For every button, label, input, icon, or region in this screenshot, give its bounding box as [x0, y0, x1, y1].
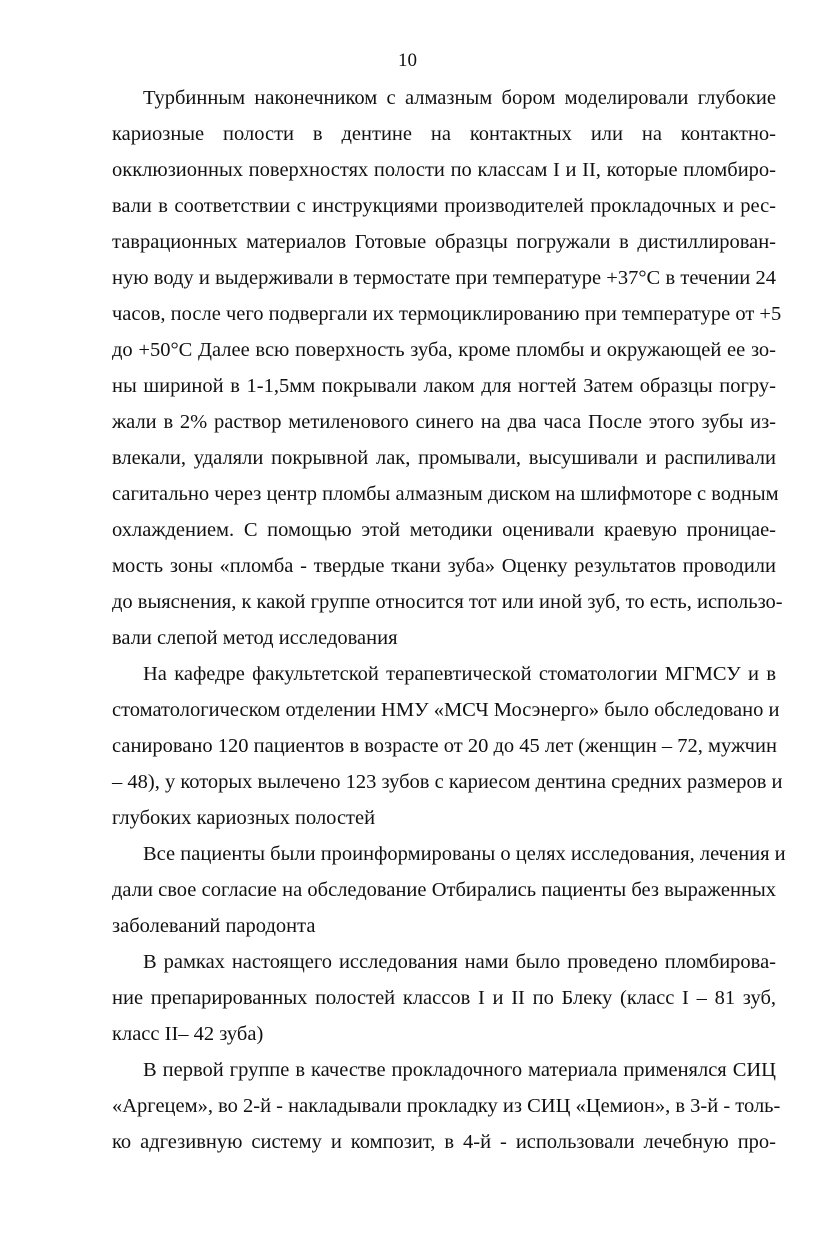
text-line: В первой группе в качестве прокладочного материала применялся СИЦ	[143, 1059, 776, 1081]
text-line: мость зоны «пломба - твердые ткани зуба» Оценку результатов проводили	[112, 555, 776, 577]
text-line: глубоких кариозных полостей	[112, 807, 376, 829]
text-line: влекали, удаляли покрывной лак, промывали, высушивали и распиливали	[112, 447, 776, 469]
text-line: заболеваний пародонта	[112, 915, 316, 937]
text-line: – 48), у которых вылечено 123 зубов с кариесом дентина средних размеров и	[112, 771, 783, 793]
text-line: стоматологическом отделении НМУ «МСЧ Мосэнерго» было обследовано и	[112, 699, 780, 721]
text-line: дали свое согласие на обследование Отбирались пациенты без выраженных	[112, 879, 776, 901]
text-line: вали слепой метод исследования	[112, 627, 398, 649]
text-line: сагитально через центр пломбы алмазным диском на шлифмоторе с водным	[112, 483, 779, 505]
text-line: до выяснения, к какой группе относится тот или иной зуб, то есть, использо-	[112, 591, 783, 613]
text-line: часов, после чего подвергали их термоциклированию при температуре от +5	[112, 303, 782, 325]
text-line: жали в 2% раствор метиленового синего на два часа После этого зубы из-	[112, 411, 776, 433]
text-line: ны шириной в 1-1,5мм покрывали лаком для ногтей Затем образцы погру-	[112, 375, 776, 397]
text-line: вали в соответствии с инструкциями производителей прокладочных и рес-	[112, 195, 776, 217]
text-line: санировано 120 пациентов в возрасте от 20 до 45 лет (женщин – 72, мужчин	[112, 735, 777, 757]
text-line: «Аргецем», во 2-й - накладывали прокладку из СИЦ «Цемион», в 3-й - толь-	[112, 1095, 781, 1117]
text-line: Турбинным наконечником с алмазным бором моделировали глубокие	[143, 87, 776, 109]
text-line: до +50°С Далее всю поверхность зуба, кроме пломбы и окружающей ее зо-	[112, 339, 776, 361]
text-line: окклюзионных поверхностях полости по классам I и II, которые пломбиро-	[112, 159, 776, 181]
text-line: ние препарированных полостей классов I и II по Блеку (класс I – 81 зуб,	[112, 987, 776, 1009]
text-line: На кафедре факультетской терапевтической стоматологии МГМСУ и в	[143, 663, 776, 685]
text-line: В рамках настоящего исследования нами было проведено пломбирова-	[143, 951, 776, 973]
text-line: ко адгезивную систему и композит, в 4-й - использовали лечебную про-	[112, 1131, 776, 1153]
text-line: кариозные полости в дентине на контактных или на контактно-	[112, 123, 776, 145]
page-number: 10	[398, 50, 417, 71]
text-line: охлаждением. С помощью этой методики оценивали краевую проницае-	[112, 519, 776, 541]
text-line: Все пациенты были проинформированы о целях исследования, лечения и	[143, 843, 786, 865]
text-line: класс II– 42 зуба)	[112, 1023, 264, 1045]
text-line: таврационных материалов Готовые образцы погружали в дистиллирован-	[112, 231, 776, 253]
text-line: ную воду и выдерживали в термостате при температуре +37°С в течении 24	[112, 267, 776, 289]
